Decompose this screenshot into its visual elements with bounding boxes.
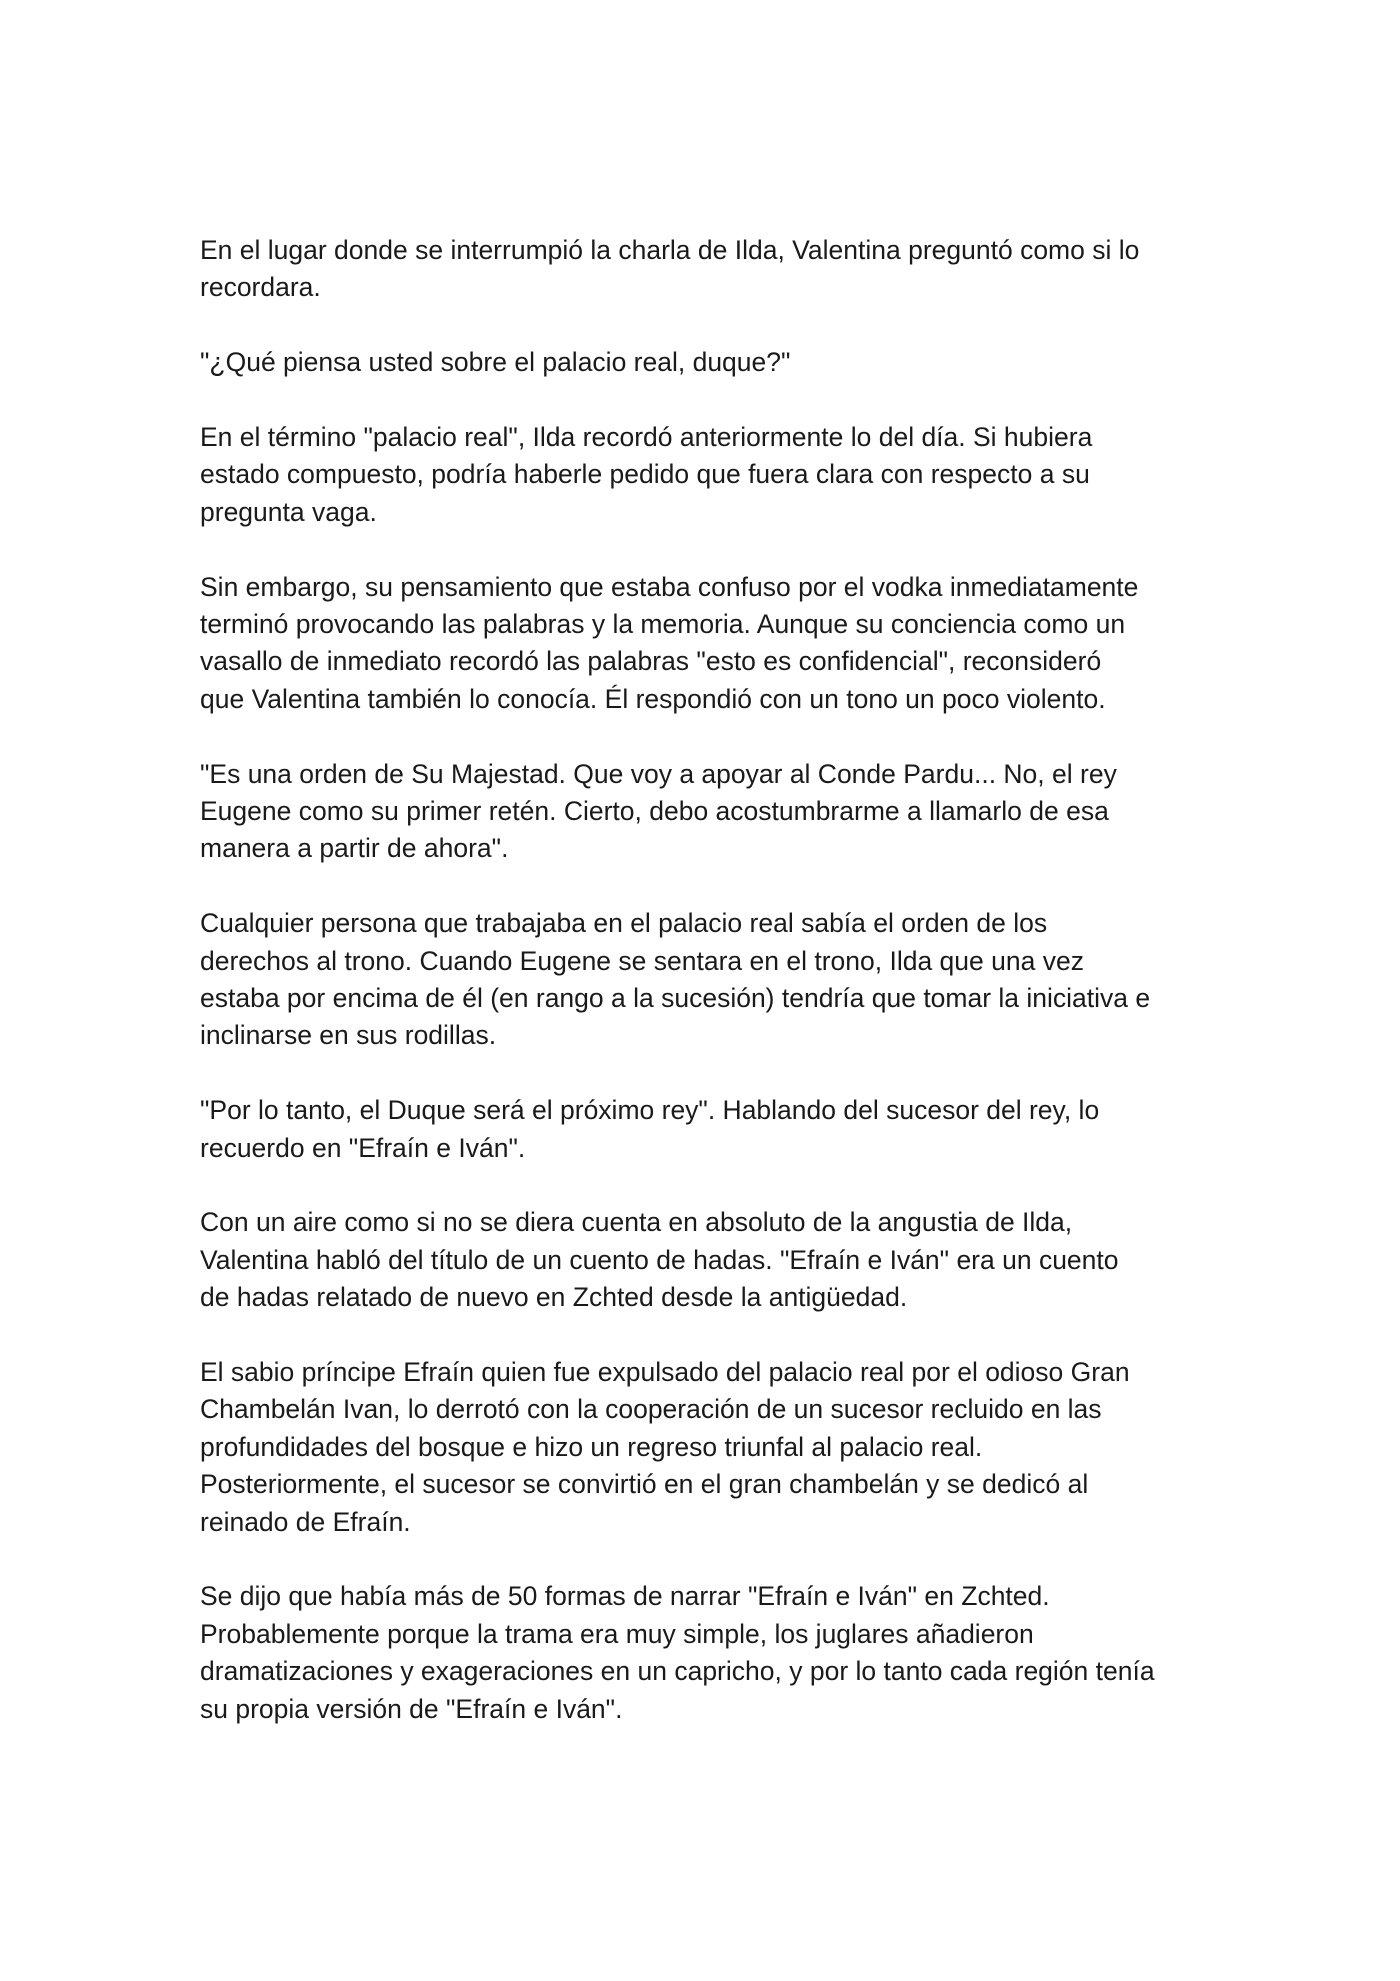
document-body (200, 232, 1200, 1766)
paragraph: "¿Qué piensa usted sobre el palacio real, duque?" (200, 347, 791, 378)
paragraph: "Por lo tanto, el Duque será el próximo rey". Hablando del sucesor del rey, lo recuerdo en "Efraín e Iván". (200, 1095, 1100, 1163)
paragraph: Cualquier persona que trabajaba en el palacio real sabía el orden de los derechos al trono. Cuando Eugene se sentara en el trono, Ilda que una vez estaba por encima de él (en rango a la sucesión) tendría que tomar la iniciativa e inclinarse en sus rodillas. (200, 908, 1151, 1051)
paragraph: En el lugar donde se interrumpió la charla de Ilda, Valentina preguntó como si lo recordara. (200, 235, 1140, 303)
paragraph: Con un aire como si no se diera cuenta en absoluto de la angustia de Ilda, Valentina habló del título de un cuento de hadas. "Efraín e Iván" era un cuento de hadas relatado de nuevo en Zchted desde la antigüedad. (200, 1207, 1119, 1313)
paragraph: En el término "palacio real", Ilda recordó anteriormente lo del día. Si hubiera estado compuesto, podría haberle pedido que fuera clara con respecto a su pregunta vaga. (200, 422, 1093, 527)
paragraph: "Es una orden de Su Majestad. Que voy a apoyar al Conde Pardu... No, el rey Eugene como su primer retén. Cierto, debo acostumbrarme a llamarlo de esa manera a partir de ahora". (200, 758, 1117, 864)
paragraph: Se dijo que había más de 50 formas de narrar "Efraín e Iván" en Zchted. Probablemente porque la trama era muy simple, los juglares añadieron dramatizaciones y exageraciones en un capricho, y por lo tanto cada región tenía su propia versión de "Efraín e Iván". (200, 1581, 1155, 1724)
paragraph: El sabio príncipe Efraín quien fue expulsado del palacio real por el odioso Gran Chambelán Ivan, lo derrotó con la cooperación de un sucesor recluido en las profundidades del bosque e hizo un regreso triunfal al palacio real. Posteriormente, el sucesor se convirtió en el gran chambelán y se dedicó al reinado de Efraín. (200, 1357, 1130, 1537)
paragraph: Sin embargo, su pensamiento que estaba confuso por el vodka inmediatamente terminó provocando las palabras y la memoria. Aunque su conciencia como un vasallo de inmediato recordó las palabras "esto es confidencial", reconsideró que Valentina también lo conocía. Él respondió con un tono un poco violento. (200, 571, 1139, 714)
